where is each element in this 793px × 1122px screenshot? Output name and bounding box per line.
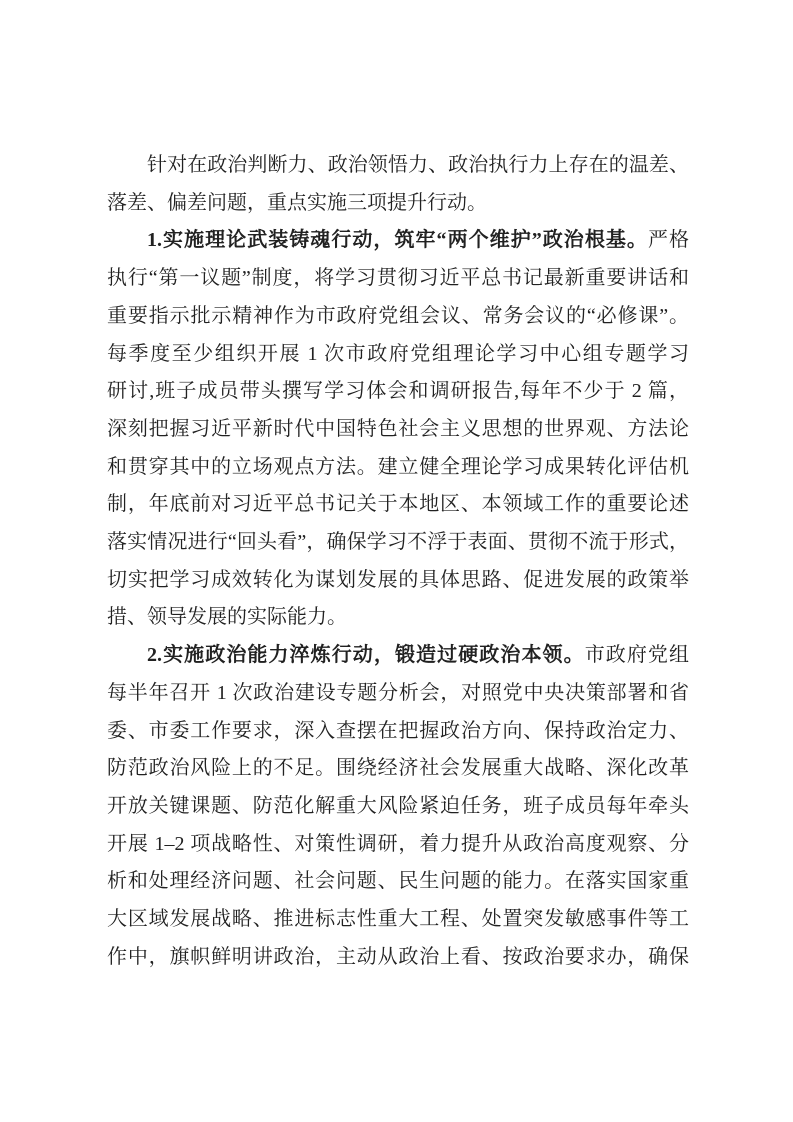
text-run: 针对在政治判断力、政治领悟力、政治执行力上存在的温差、	[147, 154, 689, 176]
text-run: 每季度至少组织开展 1 次市政府党组理论学习中心组专题学习	[107, 342, 689, 365]
text-line	[107, 637, 689, 675]
text-line	[107, 826, 689, 864]
text-block	[107, 147, 689, 976]
text-run: 执行“第一议题”制度，将学习贯彻习近平总书记最新重要讲话和	[107, 267, 689, 290]
text-line	[107, 147, 689, 185]
paragraph	[107, 147, 689, 222]
text-run: 开放关键课题、防范化解重大风险紧迫任务，班子成员每年牵头	[107, 794, 689, 817]
text-line	[107, 901, 689, 939]
paragraph	[107, 637, 689, 976]
text-run: 深刻把握习近平新时代中国特色社会主义思想的世界观、方法论	[107, 417, 689, 440]
text-run: 研讨,班子成员带头撰写学习体会和调研报告,每年不少于 2 篇，	[107, 380, 689, 403]
text-run: 作中，旗帜鲜明讲政治，主动从政治上看、按政治要求办，确保	[107, 945, 689, 968]
text-line	[107, 486, 689, 524]
text-line	[107, 524, 689, 562]
text-line	[107, 411, 689, 449]
text-run: 落差、偏差问题，重点实施三项提升行动。	[107, 191, 487, 214]
text-line	[107, 788, 689, 826]
text-line	[107, 222, 689, 260]
text-line	[107, 298, 689, 336]
text-line	[107, 939, 689, 977]
text-line	[107, 373, 689, 411]
text-run: 防范政治风险上的不足。围绕经济社会发展重大战略、深化改革	[107, 757, 689, 780]
text-run: 市政府党组	[584, 644, 690, 667]
text-run: 切实把学习成效转化为谋划发展的具体思路、促进发展的政策举	[107, 568, 689, 591]
text-line	[107, 336, 689, 374]
text-line	[107, 713, 689, 751]
text-run: 重要指示批示精神作为市政府党组会议、常务会议的“必修课”。	[107, 304, 689, 327]
bold-text-run: 1.实施理论武装铸魂行动，筑牢“两个维护”政治根基。	[147, 229, 648, 252]
text-line	[107, 260, 689, 298]
text-run: 制，年底前对习近平总书记关于本地区、本领域工作的重要论述	[107, 493, 689, 516]
paragraph	[107, 222, 689, 637]
text-line	[107, 562, 689, 600]
text-line	[107, 599, 689, 637]
text-line	[107, 675, 689, 713]
text-line	[107, 185, 689, 223]
text-run: 每半年召开 1 次政治建设专题分析会，对照党中央决策部署和省	[107, 681, 689, 704]
text-line	[107, 750, 689, 788]
bold-text-run: 2.实施政治能力淬炼行动，锻造过硬政治本领。	[147, 644, 585, 667]
text-run: 开展 1–2 项战略性、对策性调研，着力提升从政治高度观察、分	[107, 832, 689, 855]
text-line	[107, 863, 689, 901]
text-run: 委、市委工作要求，深入查摆在把握政治方向、保持政治定力、	[107, 719, 689, 742]
text-run: 落实情况进行“回头看”，确保学习不浮于表面、贯彻不流于形式，	[107, 531, 689, 554]
text-run: 析和处理经济问题、社会问题、民生问题的能力。在落实国家重	[107, 870, 689, 893]
text-run: 和贯穿其中的立场观点方法。建立健全理论学习成果转化评估机	[107, 455, 689, 478]
text-run: 大区域发展战略、推进标志性重大工程、处置突发敏感事件等工	[107, 908, 689, 931]
text-line	[107, 449, 689, 487]
text-run: 严格	[647, 229, 690, 252]
text-run: 措、领导发展的实际能力。	[107, 606, 347, 629]
